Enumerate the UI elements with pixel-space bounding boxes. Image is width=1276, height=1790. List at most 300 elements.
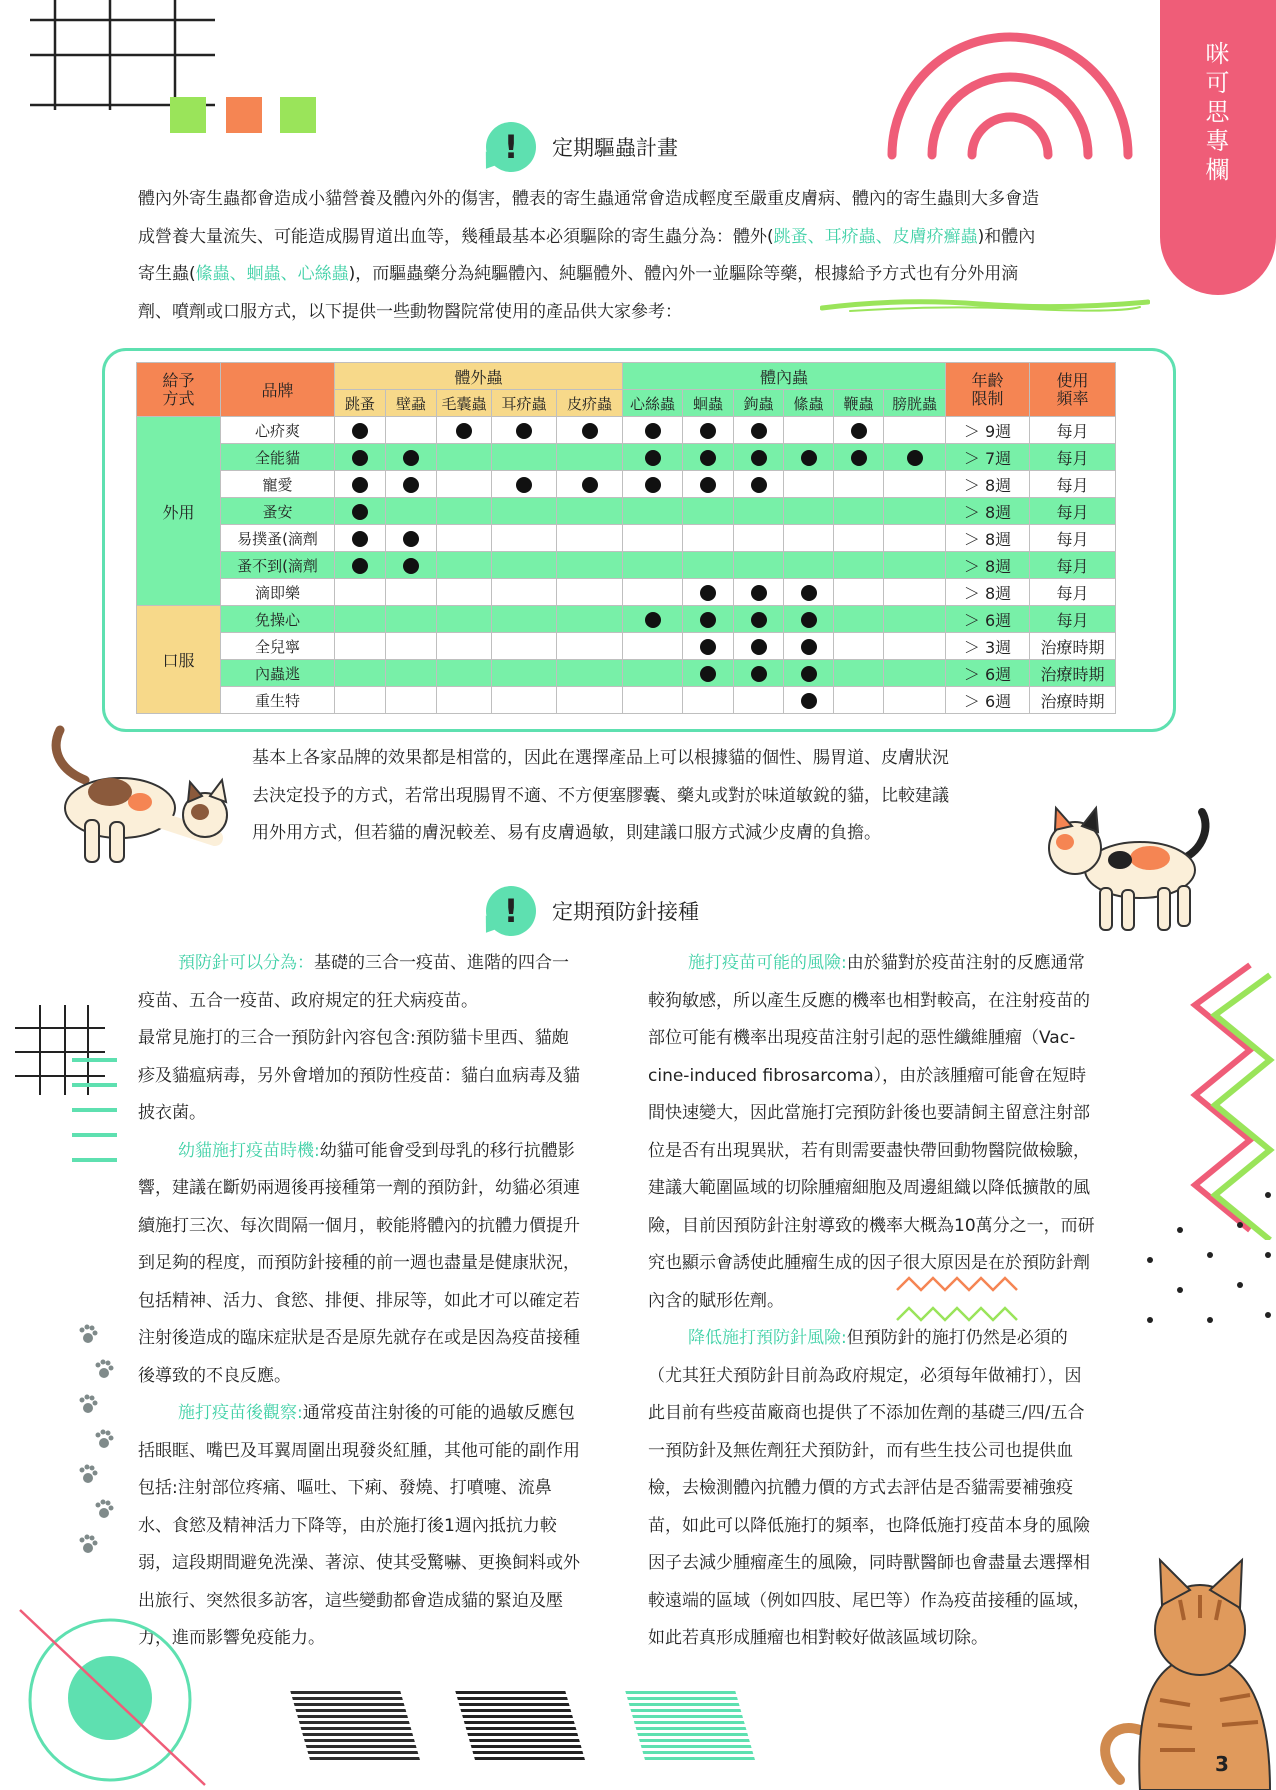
mark-cell <box>623 471 683 498</box>
text-line <box>648 945 1138 983</box>
frequency-cell: 每月 <box>1030 552 1116 579</box>
group-external: 外用 <box>137 417 221 606</box>
frequency-cell: 治療時期 <box>1030 687 1116 714</box>
parasite-header: 毛囊蟲 <box>437 390 492 417</box>
text-line <box>138 181 1133 219</box>
dot-mark <box>801 450 817 466</box>
mark-cell <box>557 498 623 525</box>
mark-cell <box>683 660 734 687</box>
table-row <box>137 579 1116 606</box>
mark-cell <box>623 633 683 660</box>
mark-cell <box>734 525 784 552</box>
parasite-header: 蛔蟲 <box>683 390 734 417</box>
dot-mark <box>582 477 598 493</box>
frequency-cell: 每月 <box>1030 471 1116 498</box>
brand-cell: 重生特 <box>221 687 335 714</box>
text-segment: 劑、噴劑或口服方式，以下提供一些動物醫院常使用的產品供大家參考： <box>138 301 682 322</box>
mark-cell <box>734 498 784 525</box>
dot-mark <box>645 477 661 493</box>
mark-cell <box>734 552 784 579</box>
mark-cell <box>884 498 946 525</box>
text-line <box>648 1058 1138 1096</box>
mark-cell <box>557 606 623 633</box>
dot-mark <box>751 639 767 655</box>
deco-square-orange <box>226 97 262 133</box>
text-segment: 基礎的三合一疫苗、進階的四合一 <box>314 953 569 973</box>
dot-mark <box>801 639 817 655</box>
age-cell: ＞ 6週 <box>946 687 1030 714</box>
text-line <box>138 1545 628 1583</box>
mark-cell <box>335 471 386 498</box>
text-line <box>648 1358 1138 1396</box>
mark-cell <box>884 444 946 471</box>
brand-cell: 蚤不到(滴劑 <box>221 552 335 579</box>
text-line <box>648 1095 1138 1133</box>
mark-cell <box>557 552 623 579</box>
mark-cell <box>784 444 834 471</box>
dot-mark <box>456 423 472 439</box>
mark-cell <box>492 606 557 633</box>
mark-cell <box>386 660 437 687</box>
table-row <box>137 552 1116 579</box>
mark-cell <box>623 498 683 525</box>
dot-mark <box>403 450 419 466</box>
mark-cell <box>784 471 834 498</box>
mark-cell <box>437 498 492 525</box>
mark-cell <box>386 606 437 633</box>
table-row <box>137 687 1116 714</box>
small-zigzags <box>895 1270 1025 1330</box>
highlighted-term: 預防針可以分為： <box>178 953 314 973</box>
mark-cell <box>784 417 834 444</box>
deworming-product-table <box>136 362 1116 714</box>
mark-cell <box>386 417 437 444</box>
text-segment: 建議大範圍區域的切除腫瘤細胞及周邊組織以降低擴散的風 <box>648 1178 1090 1198</box>
text-segment: 寄生蟲( <box>138 264 196 284</box>
dot-mark <box>801 666 817 682</box>
mark-cell <box>884 417 946 444</box>
hatched-strips <box>285 1685 625 1765</box>
table-row <box>137 633 1116 660</box>
mark-cell <box>623 660 683 687</box>
mark-cell <box>734 633 784 660</box>
age-cell: ＞ 9週 <box>946 417 1030 444</box>
mark-cell <box>492 444 557 471</box>
frequency-cell: 治療時期 <box>1030 660 1116 687</box>
parasite-header: 心絲蟲 <box>623 390 683 417</box>
mark-cell <box>437 444 492 471</box>
mark-cell <box>784 687 834 714</box>
text-segment: 險，目前因預防針注射導致的機率大概為10萬分之一，而研 <box>648 1215 1095 1236</box>
frequency-cell: 每月 <box>1030 579 1116 606</box>
text-segment: 部位可能有機率出現疫苗注射引起的惡性纖維腫瘤（Vac- <box>648 1028 1076 1048</box>
mark-cell <box>335 417 386 444</box>
mark-cell <box>884 687 946 714</box>
side-tab-char: 可 <box>1205 69 1231 97</box>
mark-cell <box>623 552 683 579</box>
mark-cell <box>884 660 946 687</box>
dot-mark <box>801 612 817 628</box>
highlighted-term: 降低施打預防針風險: <box>688 1328 847 1348</box>
mark-cell <box>784 633 834 660</box>
mark-cell <box>884 525 946 552</box>
brush-stroke <box>820 296 1150 316</box>
text-line <box>138 1583 628 1621</box>
mark-cell <box>437 633 492 660</box>
stretching-cat-illustration <box>40 720 240 870</box>
mark-cell <box>386 633 437 660</box>
text-line <box>648 1020 1138 1058</box>
table-row <box>137 660 1116 687</box>
text-segment: 續施打三次、每次間隔一個月，較能將體內的抗體力價提升 <box>138 1215 580 1236</box>
mark-cell <box>734 444 784 471</box>
circle-doodle <box>10 1600 210 1790</box>
dot-mark <box>700 639 716 655</box>
text-segment: 最常見施打的三合一預防針內容包含:預防貓卡里西、貓皰 <box>138 1028 569 1048</box>
brand-cell: 寵愛 <box>221 471 335 498</box>
frequency-cell: 每月 <box>1030 444 1116 471</box>
frequency-cell: 每月 <box>1030 498 1116 525</box>
parasite-header: 壁蝨 <box>386 390 437 417</box>
text-segment: 注射後造成的臨床症狀是否是原先就存在或是因為疫苗接種 <box>138 1328 580 1348</box>
mark-cell <box>623 687 683 714</box>
text-segment: 較遠端的區域（例如四肢、尾巴等）作為疫苗接種的區域， <box>648 1590 1090 1611</box>
dot-mark <box>751 423 767 439</box>
dot-mark <box>700 423 716 439</box>
text-segment: 較狗敏感，所以產生反應的機率也相對較高，在注射疫苗的 <box>648 990 1090 1011</box>
brand-cell: 易撲蚤(滴劑 <box>221 525 335 552</box>
mark-cell <box>492 552 557 579</box>
mark-cell <box>683 633 734 660</box>
text-line <box>138 1095 628 1133</box>
dot-mark <box>645 450 661 466</box>
mark-cell <box>386 498 437 525</box>
frequency-cell: 治療時期 <box>1030 633 1116 660</box>
text-segment: 披衣菌。 <box>138 1103 206 1123</box>
mark-cell <box>437 471 492 498</box>
text-segment: 體內外寄生蟲都會造成小貓營養及體內外的傷害，體表的寄生蟲通常會造成輕度至嚴重皮膚病、體內的寄生蟲則大多會造 <box>138 189 1039 209</box>
text-segment: 幼貓可能會受到母乳的移行抗體影 <box>319 1140 575 1161</box>
mark-cell <box>335 552 386 579</box>
table-row <box>137 498 1116 525</box>
mark-cell <box>834 525 884 552</box>
mark-cell <box>437 525 492 552</box>
mark-cell <box>386 525 437 552</box>
brand-cell: 滴即樂 <box>221 579 335 606</box>
text-line <box>138 1358 628 1396</box>
parasite-header: 鉤蟲 <box>734 390 784 417</box>
text-segment: 弱，這段期間避免洗澡、著涼、使其受驚嚇、更換飼料或外 <box>138 1553 580 1573</box>
text-line: 基本上各家品牌的效果都是相當的，因此在選擇產品上可以根據貓的個性、腸胃道、皮膚狀況 <box>252 748 949 768</box>
mark-cell <box>784 606 834 633</box>
dot-mark <box>352 531 368 547</box>
highlighted-term: 跳蚤、耳疥蟲、皮膚疥癬蟲 <box>773 226 978 247</box>
text-segment: 括眼眶、嘴巴及耳翼周圍出現發炎紅腫，其他可能的副作用 <box>138 1440 580 1461</box>
text-line <box>138 1395 628 1433</box>
header-internal-parasites: 體內蟲 <box>623 363 946 390</box>
text-line <box>138 1020 628 1058</box>
mark-cell <box>884 579 946 606</box>
text-line <box>138 1283 628 1321</box>
brand-cell: 免操心 <box>221 606 335 633</box>
mark-cell <box>884 606 946 633</box>
text-line <box>648 1620 1138 1658</box>
table-row <box>137 525 1116 552</box>
dot-mark <box>352 504 368 520</box>
dot-mark <box>751 477 767 493</box>
mark-cell <box>683 444 734 471</box>
text-line <box>138 1133 628 1171</box>
brand-advice-paragraph <box>252 740 1042 853</box>
text-line <box>648 1320 1138 1358</box>
mark-cell <box>834 606 884 633</box>
text-line <box>138 1620 628 1658</box>
text-line <box>648 1170 1138 1208</box>
text-segment: 包括精神、活力、食慾、排便、排尿等，如此才可以確定若 <box>138 1290 580 1311</box>
text-segment: 位是否有出現異狀，若有則需要盡快帶回動物醫院做檢驗， <box>648 1140 1090 1161</box>
mark-cell <box>386 552 437 579</box>
mark-cell <box>683 471 734 498</box>
text-segment: 內含的賦形佐劑。 <box>648 1290 784 1311</box>
mark-cell <box>437 660 492 687</box>
mark-cell <box>437 552 492 579</box>
vaccine-left-column <box>138 945 628 1658</box>
mark-cell <box>386 444 437 471</box>
text-segment: 水、食慾及精神活力下降等，由於施打後1週內抵抗力較 <box>138 1515 557 1536</box>
dot-mark <box>700 585 716 601</box>
text-line <box>648 1545 1138 1583</box>
header-brand: 品牌 <box>221 363 335 417</box>
mark-cell <box>492 525 557 552</box>
highlighted-term: 幼貓施打疫苗時機: <box>178 1140 320 1161</box>
text-line <box>648 1133 1138 1171</box>
mark-cell <box>834 417 884 444</box>
arc-doodle <box>880 10 1140 160</box>
age-cell: ＞ 6週 <box>946 660 1030 687</box>
side-tab-char: 咪 <box>1205 40 1231 68</box>
mark-cell <box>734 579 784 606</box>
text-line <box>648 1395 1138 1433</box>
text-segment: 包括:注射部位疼痛、嘔吐、下痢、發燒、打噴嚏、流鼻 <box>138 1478 552 1498</box>
mark-cell <box>335 498 386 525</box>
dot-mark <box>582 423 598 439</box>
exclamation-icon: ! <box>486 122 536 172</box>
mark-cell <box>437 417 492 444</box>
text-line <box>138 1058 628 1096</box>
age-cell: ＞ 6週 <box>946 606 1030 633</box>
text-line <box>648 1245 1138 1283</box>
mark-cell <box>492 579 557 606</box>
text-segment: cine-induced fibrosarcoma），由於該腫瘤可能會在短時 <box>648 1065 1087 1086</box>
mark-cell <box>884 471 946 498</box>
mark-cell <box>623 417 683 444</box>
mark-cell <box>683 417 734 444</box>
deco-square-green-1 <box>170 97 206 133</box>
text-line <box>138 983 628 1021</box>
text-line: 去決定投予的方式，若常出現腸胃不適、不方便塞膠囊、藥丸或對於味道敏銳的貓，比較建議 <box>252 785 949 806</box>
brand-cell: 內蟲逃 <box>221 660 335 687</box>
table-row <box>137 606 1116 633</box>
text-line <box>648 1208 1138 1246</box>
text-line <box>138 1508 628 1546</box>
mark-cell <box>557 687 623 714</box>
frequency-cell: 每月 <box>1030 525 1116 552</box>
mark-cell <box>335 633 386 660</box>
dot-mark <box>403 477 419 493</box>
text-line <box>138 1170 628 1208</box>
mark-cell <box>386 687 437 714</box>
brand-cell: 心疥爽 <box>221 417 335 444</box>
mark-cell <box>734 606 784 633</box>
mark-cell <box>834 444 884 471</box>
mark-cell <box>623 606 683 633</box>
text-segment: 成營養大量流失、可能造成腸胃道出血等，幾種最基本必須驅除的寄生蟲分為：體外( <box>138 226 774 247</box>
text-segment: )，而驅蟲藥分為純驅體內、純驅體外、體內外一並驅除等藥，根據給予方式也有分外用滴 <box>348 264 1019 284</box>
mark-cell <box>734 417 784 444</box>
mark-cell <box>834 660 884 687</box>
dot-mark <box>851 423 867 439</box>
frequency-cell: 每月 <box>1030 606 1116 633</box>
section-deworming-header <box>486 120 678 174</box>
header-give-method <box>137 363 221 417</box>
section-title: 定期預防針接種 <box>552 900 699 924</box>
mark-cell <box>335 660 386 687</box>
table-row <box>137 471 1116 498</box>
age-cell: ＞ 8週 <box>946 498 1030 525</box>
dot-mark <box>907 450 923 466</box>
mark-cell <box>492 471 557 498</box>
dot-mark <box>352 477 368 493</box>
mark-cell <box>437 606 492 633</box>
text-line <box>138 219 1133 257</box>
dot-pattern <box>1140 1185 1276 1335</box>
text-line <box>138 945 628 983</box>
text-segment: 因子去減少腫瘤產生的風險，同時獸醫師也會盡量去選擇相 <box>648 1553 1090 1573</box>
mark-cell <box>386 579 437 606</box>
mark-cell <box>557 579 623 606</box>
dot-mark <box>751 585 767 601</box>
table-row <box>137 417 1116 444</box>
text-segment: （尤其狂犬預防針目前為政府規定，必須每年做補打），因 <box>648 1365 1082 1386</box>
mark-cell <box>386 471 437 498</box>
dot-mark <box>700 612 716 628</box>
mark-cell <box>335 606 386 633</box>
brand-cell: 蚤安 <box>221 498 335 525</box>
text-segment: 但預防針的施打仍然是必須的 <box>846 1328 1068 1348</box>
dot-mark <box>645 612 661 628</box>
section-vaccination-header <box>486 884 699 938</box>
mark-cell <box>557 633 623 660</box>
header-give-text: 給予方式 <box>162 370 195 408</box>
dot-mark <box>645 423 661 439</box>
text-segment: 疫苗、五合一疫苗、政府規定的狂犬病疫苗。 <box>138 990 478 1011</box>
paw-prints <box>70 1320 120 1560</box>
text-line <box>138 1208 628 1246</box>
text-line <box>648 1470 1138 1508</box>
brand-cell: 全能貓 <box>221 444 335 471</box>
text-line <box>138 1245 628 1283</box>
dot-mark <box>352 558 368 574</box>
text-line <box>138 256 1133 294</box>
mark-cell <box>623 444 683 471</box>
parasite-header: 耳疥蟲 <box>492 390 557 417</box>
header-frequency-text: 使用頻率 <box>1056 370 1089 408</box>
text-line <box>648 1433 1138 1471</box>
text-segment: 一預防針及無佐劑狂犬預防針，而有些生技公司也提供血 <box>648 1440 1073 1461</box>
text-line <box>138 1320 628 1358</box>
column-side-tab <box>1160 0 1276 295</box>
age-cell: ＞ 8週 <box>946 525 1030 552</box>
age-cell: ＞ 8週 <box>946 579 1030 606</box>
tabby-cat-illustration <box>1100 1550 1276 1790</box>
text-segment: 到足夠的程度，而預防針接種的前一週也盡量是健康狀況， <box>138 1253 580 1273</box>
dot-mark <box>801 693 817 709</box>
dot-mark <box>352 450 368 466</box>
mark-cell <box>784 498 834 525</box>
text-line <box>648 1583 1138 1621</box>
parasite-header: 絛蟲 <box>784 390 834 417</box>
parasite-header: 皮疥蟲 <box>557 390 623 417</box>
text-line: 用外用方式，但若貓的膚況較差、易有皮膚過敏，則建議口服方式減少皮膚的負擔。 <box>252 823 881 843</box>
mark-cell <box>623 525 683 552</box>
text-segment: 檢，去檢測體內抗體力價的方式去評估是否貓需要補強疫 <box>648 1478 1073 1498</box>
mark-cell <box>335 579 386 606</box>
text-line <box>648 1508 1138 1546</box>
mark-cell <box>437 579 492 606</box>
age-cell: ＞ 8週 <box>946 471 1030 498</box>
side-tab-char: 思 <box>1205 98 1231 126</box>
vaccine-right-column <box>648 945 1138 1658</box>
mark-cell <box>834 552 884 579</box>
text-segment: )和體內 <box>977 226 1036 247</box>
mark-cell <box>492 498 557 525</box>
age-cell: ＞ 7週 <box>946 444 1030 471</box>
highlighted-term: 絛蟲、蛔蟲、心絲蟲 <box>195 264 349 284</box>
header-age-limit <box>946 363 1030 417</box>
mark-cell <box>492 660 557 687</box>
table-row <box>137 444 1116 471</box>
frequency-cell: 每月 <box>1030 417 1116 444</box>
parasite-header: 膀胱蟲 <box>884 390 946 417</box>
parasite-header: 鞭蟲 <box>834 390 884 417</box>
mark-cell <box>784 660 834 687</box>
dot-mark <box>751 666 767 682</box>
mark-cell <box>492 687 557 714</box>
mark-cell <box>834 633 884 660</box>
header-external-parasites: 體外蟲 <box>335 363 623 390</box>
mark-cell <box>335 687 386 714</box>
mark-cell <box>437 687 492 714</box>
mark-cell <box>734 471 784 498</box>
mark-cell <box>335 525 386 552</box>
mark-cell <box>683 579 734 606</box>
highlighted-term: 施打疫苗可能的風險: <box>688 953 847 973</box>
mark-cell <box>734 660 784 687</box>
mark-cell <box>834 471 884 498</box>
mark-cell <box>884 552 946 579</box>
mark-cell <box>683 552 734 579</box>
mint-dashes <box>72 1055 122 1165</box>
text-segment: 由於貓對於疫苗注射的反應通常 <box>846 953 1085 973</box>
parasite-header: 跳蚤 <box>335 390 386 417</box>
text-segment: 後導致的不良反應。 <box>138 1365 291 1386</box>
mark-cell <box>557 417 623 444</box>
age-cell: ＞ 3週 <box>946 633 1030 660</box>
text-line <box>138 1470 628 1508</box>
text-segment: 苗，如此可以降低施打的頻率，也降低施打疫苗本身的風險 <box>648 1515 1090 1536</box>
dot-mark <box>403 558 419 574</box>
mark-cell <box>623 579 683 606</box>
